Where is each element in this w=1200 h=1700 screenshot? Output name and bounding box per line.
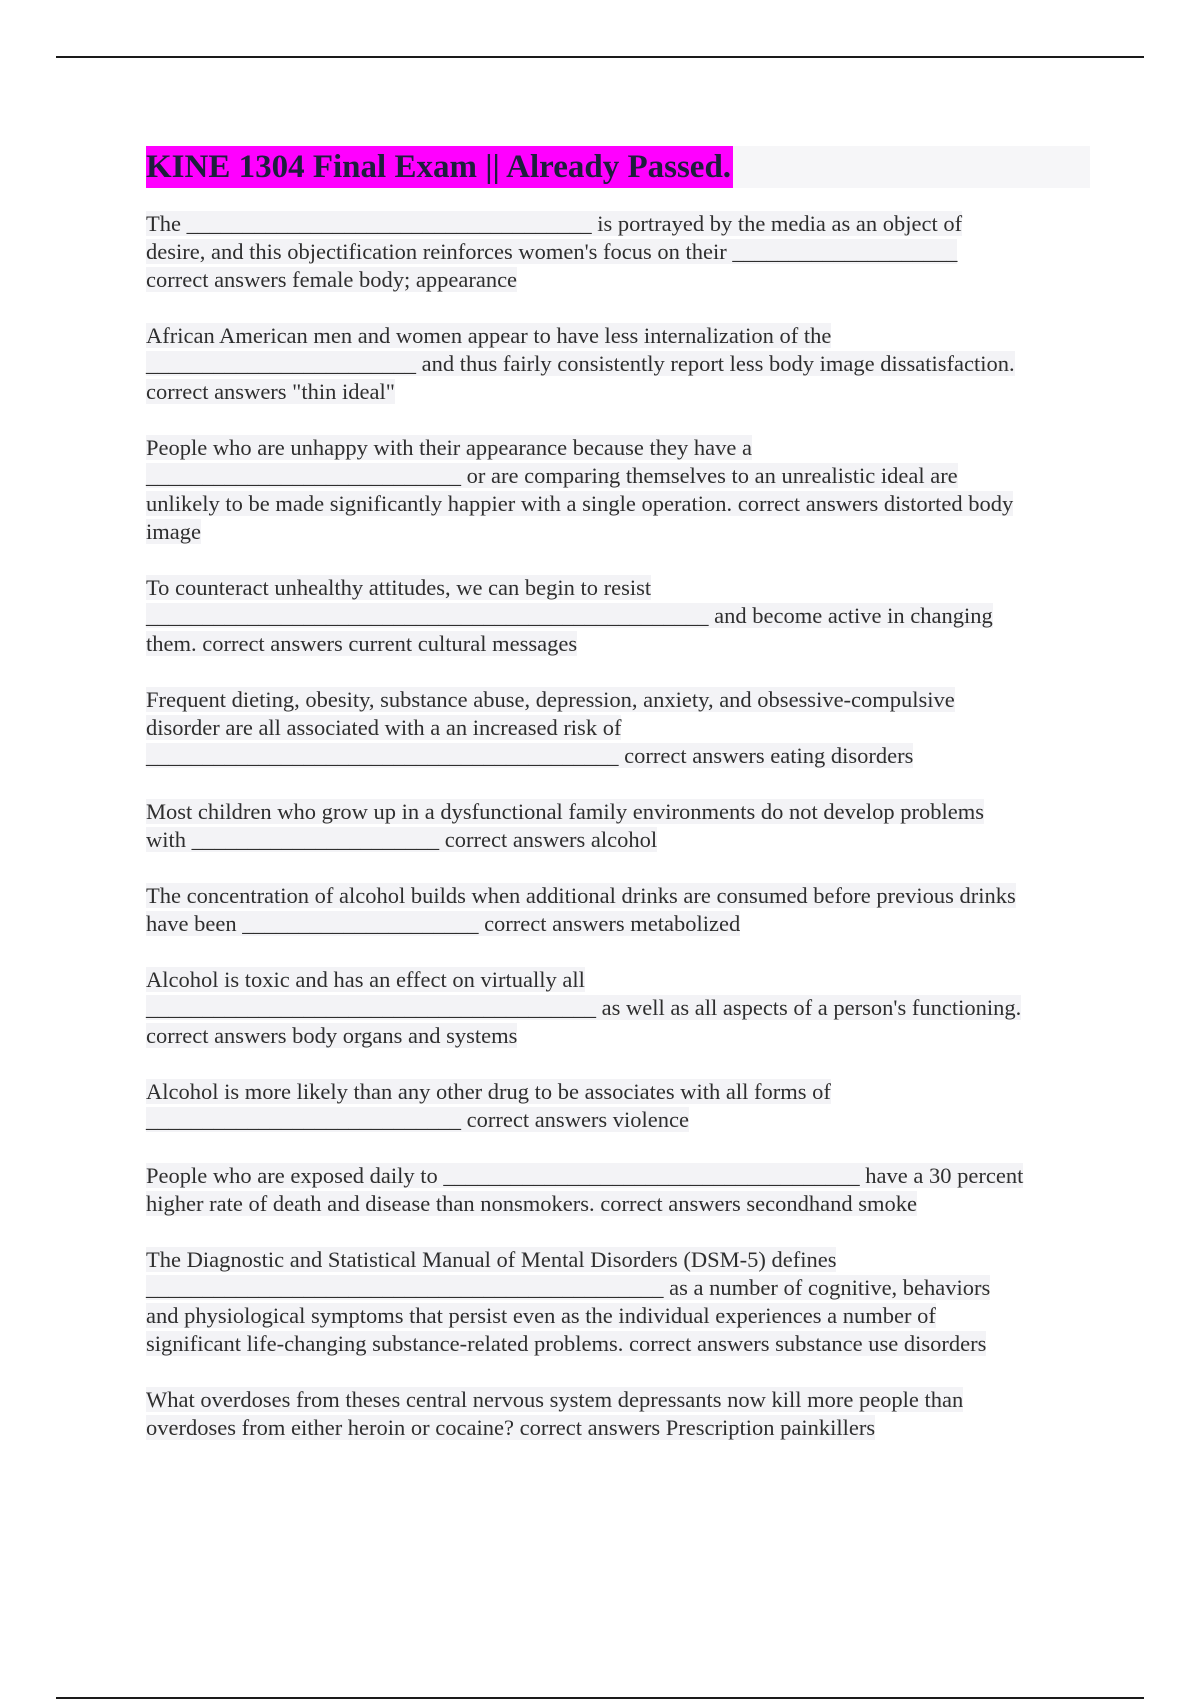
answer-line: significant life-changing substance-related problems. correct answers substance use disorders (146, 1331, 987, 1356)
question-line: To counteract unhealthy attitudes, we can begin to resist (146, 575, 652, 600)
question-line: African American men and women appear to have less internalization of the (146, 323, 832, 348)
question-line: Most children who grow up in a dysfunctional family environments do not develop problems (146, 799, 984, 824)
bottom-rule (56, 1697, 1144, 1699)
question-line: People who are exposed daily to _____________________________________ have a 30 percent (146, 1163, 1024, 1188)
question-item (146, 434, 1090, 546)
question-list (146, 210, 1090, 1442)
question-line: The concentration of alcohol builds when additional drinks are consumed before previous drinks (146, 883, 1016, 908)
answer-line: overdoses from either heroin or cocaine? correct answers Prescription painkillers (146, 1415, 876, 1440)
question-item (146, 882, 1090, 938)
question-line: desire, and this objectification reinforces women's focus on their ____________________ (146, 239, 958, 264)
question-item (146, 1246, 1090, 1358)
title-bar (146, 146, 1090, 188)
question-line: What overdoses from theses central nervous system depressants now kill more people than (146, 1387, 964, 1412)
answer-line: ____________________________ correct answers violence (146, 1107, 690, 1132)
question-line: ________________________ and thus fairly consistently report less body image dissatisfaction. (146, 351, 1015, 376)
answer-line: have been _____________________ correct answers metabolized (146, 911, 741, 936)
question-item (146, 1386, 1090, 1442)
question-line: Frequent dieting, obesity, substance abuse, depression, anxiety, and obsessive-compulsive (146, 687, 955, 712)
question-line: Alcohol is more likely than any other drug to be associates with all forms of (146, 1079, 831, 1104)
answer-line: them. correct answers current cultural messages (146, 631, 578, 656)
answer-line: image (146, 519, 201, 544)
question-line: ________________________________________ as well as all aspects of a person's functioning. (146, 995, 1022, 1020)
answer-line: __________________________________________ correct answers eating disorders (146, 743, 914, 768)
answer-line: higher rate of death and disease than nonsmokers. correct answers secondhand smoke (146, 1191, 917, 1216)
question-item (146, 798, 1090, 854)
question-item (146, 1162, 1090, 1218)
page-content (146, 146, 1090, 1470)
question-line: ______________________________________________ as a number of cognitive, behaviors (146, 1275, 991, 1300)
answer-line: correct answers "thin ideal" (146, 379, 395, 404)
answer-line: unlikely to be made significantly happier with a single operation. correct answers distorted body (146, 491, 1014, 516)
question-item (146, 574, 1090, 658)
question-item (146, 686, 1090, 770)
question-item (146, 322, 1090, 406)
answer-line: correct answers female body; appearance (146, 267, 518, 292)
question-line: __________________________________________________ and become active in changing (146, 603, 993, 628)
question-item (146, 1078, 1090, 1134)
question-line: disorder are all associated with a an increased risk of (146, 715, 622, 740)
question-item (146, 966, 1090, 1050)
question-line: The Diagnostic and Statistical Manual of Mental Disorders (DSM-5) defines (146, 1247, 837, 1272)
question-line: and physiological symptoms that persist even as the individual experiences a number of (146, 1303, 936, 1328)
question-line: Alcohol is toxic and has an effect on virtually all (146, 967, 585, 992)
question-line: The ____________________________________ is portrayed by the media as an object of (146, 211, 963, 236)
question-item (146, 210, 1090, 294)
answer-line: with ______________________ correct answers alcohol (146, 827, 658, 852)
question-line: ____________________________ or are comparing themselves to an unrealistic ideal are (146, 463, 958, 488)
question-line: People who are unhappy with their appearance because they have a (146, 435, 752, 460)
document-title: KINE 1304 Final Exam || Already Passed. (146, 146, 733, 188)
answer-line: correct answers body organs and systems (146, 1023, 518, 1048)
top-rule (56, 56, 1144, 58)
